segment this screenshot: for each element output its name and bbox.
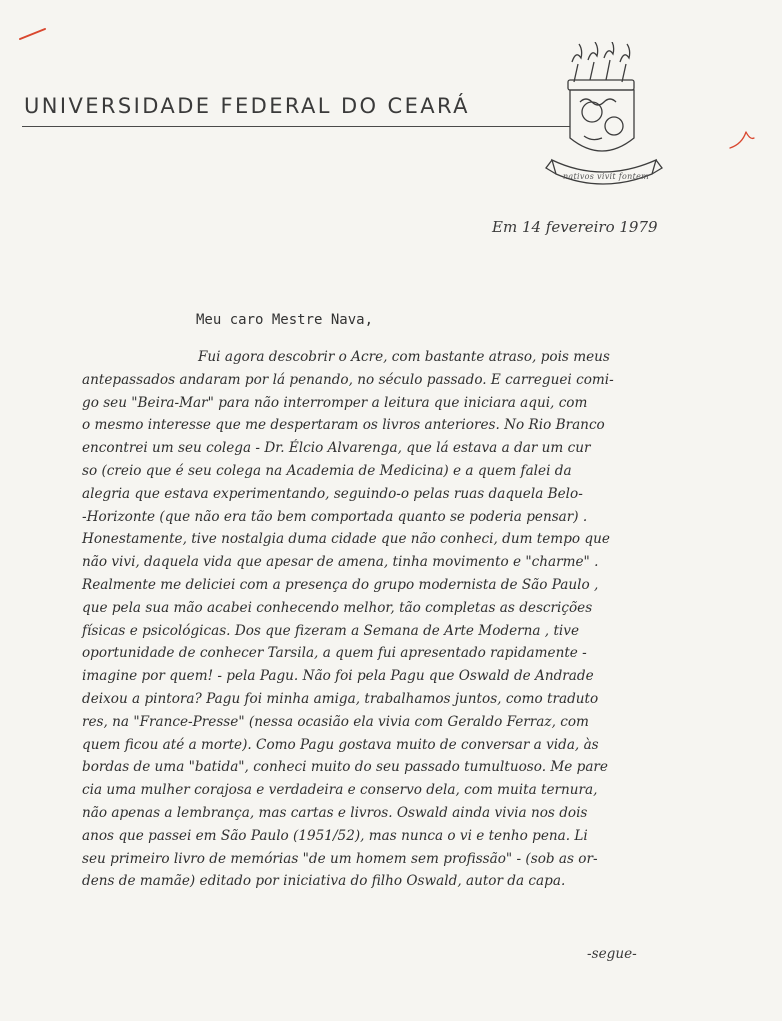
body-line: alegria que estava experimentando, seguindo-o pelas ruas daquela Belo- [82, 485, 583, 502]
body-line: não apenas a lembrança, mas cartas e livros. Oswald ainda vivia nos dois [82, 804, 588, 821]
body-line: go seu "Beira-Mar" para não interromper a leitura que iniciara aqui, com [82, 394, 588, 411]
university-letterhead-title: UNIVERSIDADE FEDERAL DO CEARÁ [24, 94, 470, 118]
body-line: cia uma mulher corajosa e verdadeira e conservo dela, com muita ternura, [82, 782, 598, 799]
body-line: antepassados andaram por lá penando, no século passado. E carreguei comi- [82, 371, 614, 388]
body-line: -Horizonte (que não era tão bem comportada quanto se poderia pensar) . [82, 508, 588, 525]
letterhead-rule [22, 126, 570, 127]
letter-continuation-mark: -segue- [587, 946, 637, 962]
body-line: anos que passei em São Paulo (1951/52), mas nunca o vi e tenho pena. Li [82, 827, 588, 844]
university-seal-emblem [544, 42, 664, 192]
body-line: físicas e psicológicas. Dos que fizeram a Semana de Arte Moderna , tive [82, 622, 579, 639]
body-line: Honestamente, tive nostalgia duma cidade que não conheci, dum tempo que [82, 531, 610, 548]
letter-date: Em 14 fevereiro 1979 [492, 218, 658, 236]
body-line: Fui agora descobrir o Acre, com bastante atraso, pois meus [198, 349, 610, 365]
body-line: que pela sua mão acabei conhecendo melhor, tão completas as descrições [82, 599, 593, 616]
body-line: o mesmo interesse que me despertaram os livros anteriores. No Rio Branco [82, 417, 605, 434]
body-line: encontrei um seu colega - Dr. Élcio Alvarenga, que lá estava a dar um cur [82, 440, 591, 457]
red-pencil-mark-right [728, 128, 758, 154]
body-line: oportunidade de conhecer Tarsila, a quem fui apresentado rapidamente - [82, 645, 587, 662]
body-line: so (creio que é seu colega na Academia de Medicina) e a quem falei da [82, 462, 572, 479]
letter-body [82, 346, 682, 893]
body-line: Realmente me deliciei com a presença do grupo modernista de São Paulo , [82, 576, 599, 593]
red-pencil-mark-top-left [18, 26, 48, 42]
body-line: dens de mamãe) editado por iniciativa do filho Oswald, autor da capa. [82, 873, 566, 890]
body-line: quem ficou até a morte). Como Pagu gostava muito de conversar a vida, às [82, 736, 599, 753]
letter-greeting: Meu caro Mestre Nava, [196, 312, 374, 328]
body-line: deixou a pintora? Pagu foi minha amiga, trabalhamos juntos, como traduto [82, 690, 599, 707]
body-line: não vivi, daquela vida que apesar de amena, tinha movimento e "charme" . [82, 554, 599, 571]
body-line: imagine por quem! - pela Pagu. Não foi pela Pagu que Oswald de Andrade [82, 668, 594, 685]
body-line: seu primeiro livro de memórias "de um homem sem profissão" - (sob as or- [82, 850, 598, 867]
body-line: bordas de uma "batida", conheci muito do seu passado tumultuoso. Me pare [82, 759, 608, 776]
body-line: res, na "France-Presse" (nessa ocasião ela vivia com Geraldo Ferraz, com [82, 713, 589, 730]
seal-motto-ribbon: nativos vivit fontem [562, 172, 650, 181]
